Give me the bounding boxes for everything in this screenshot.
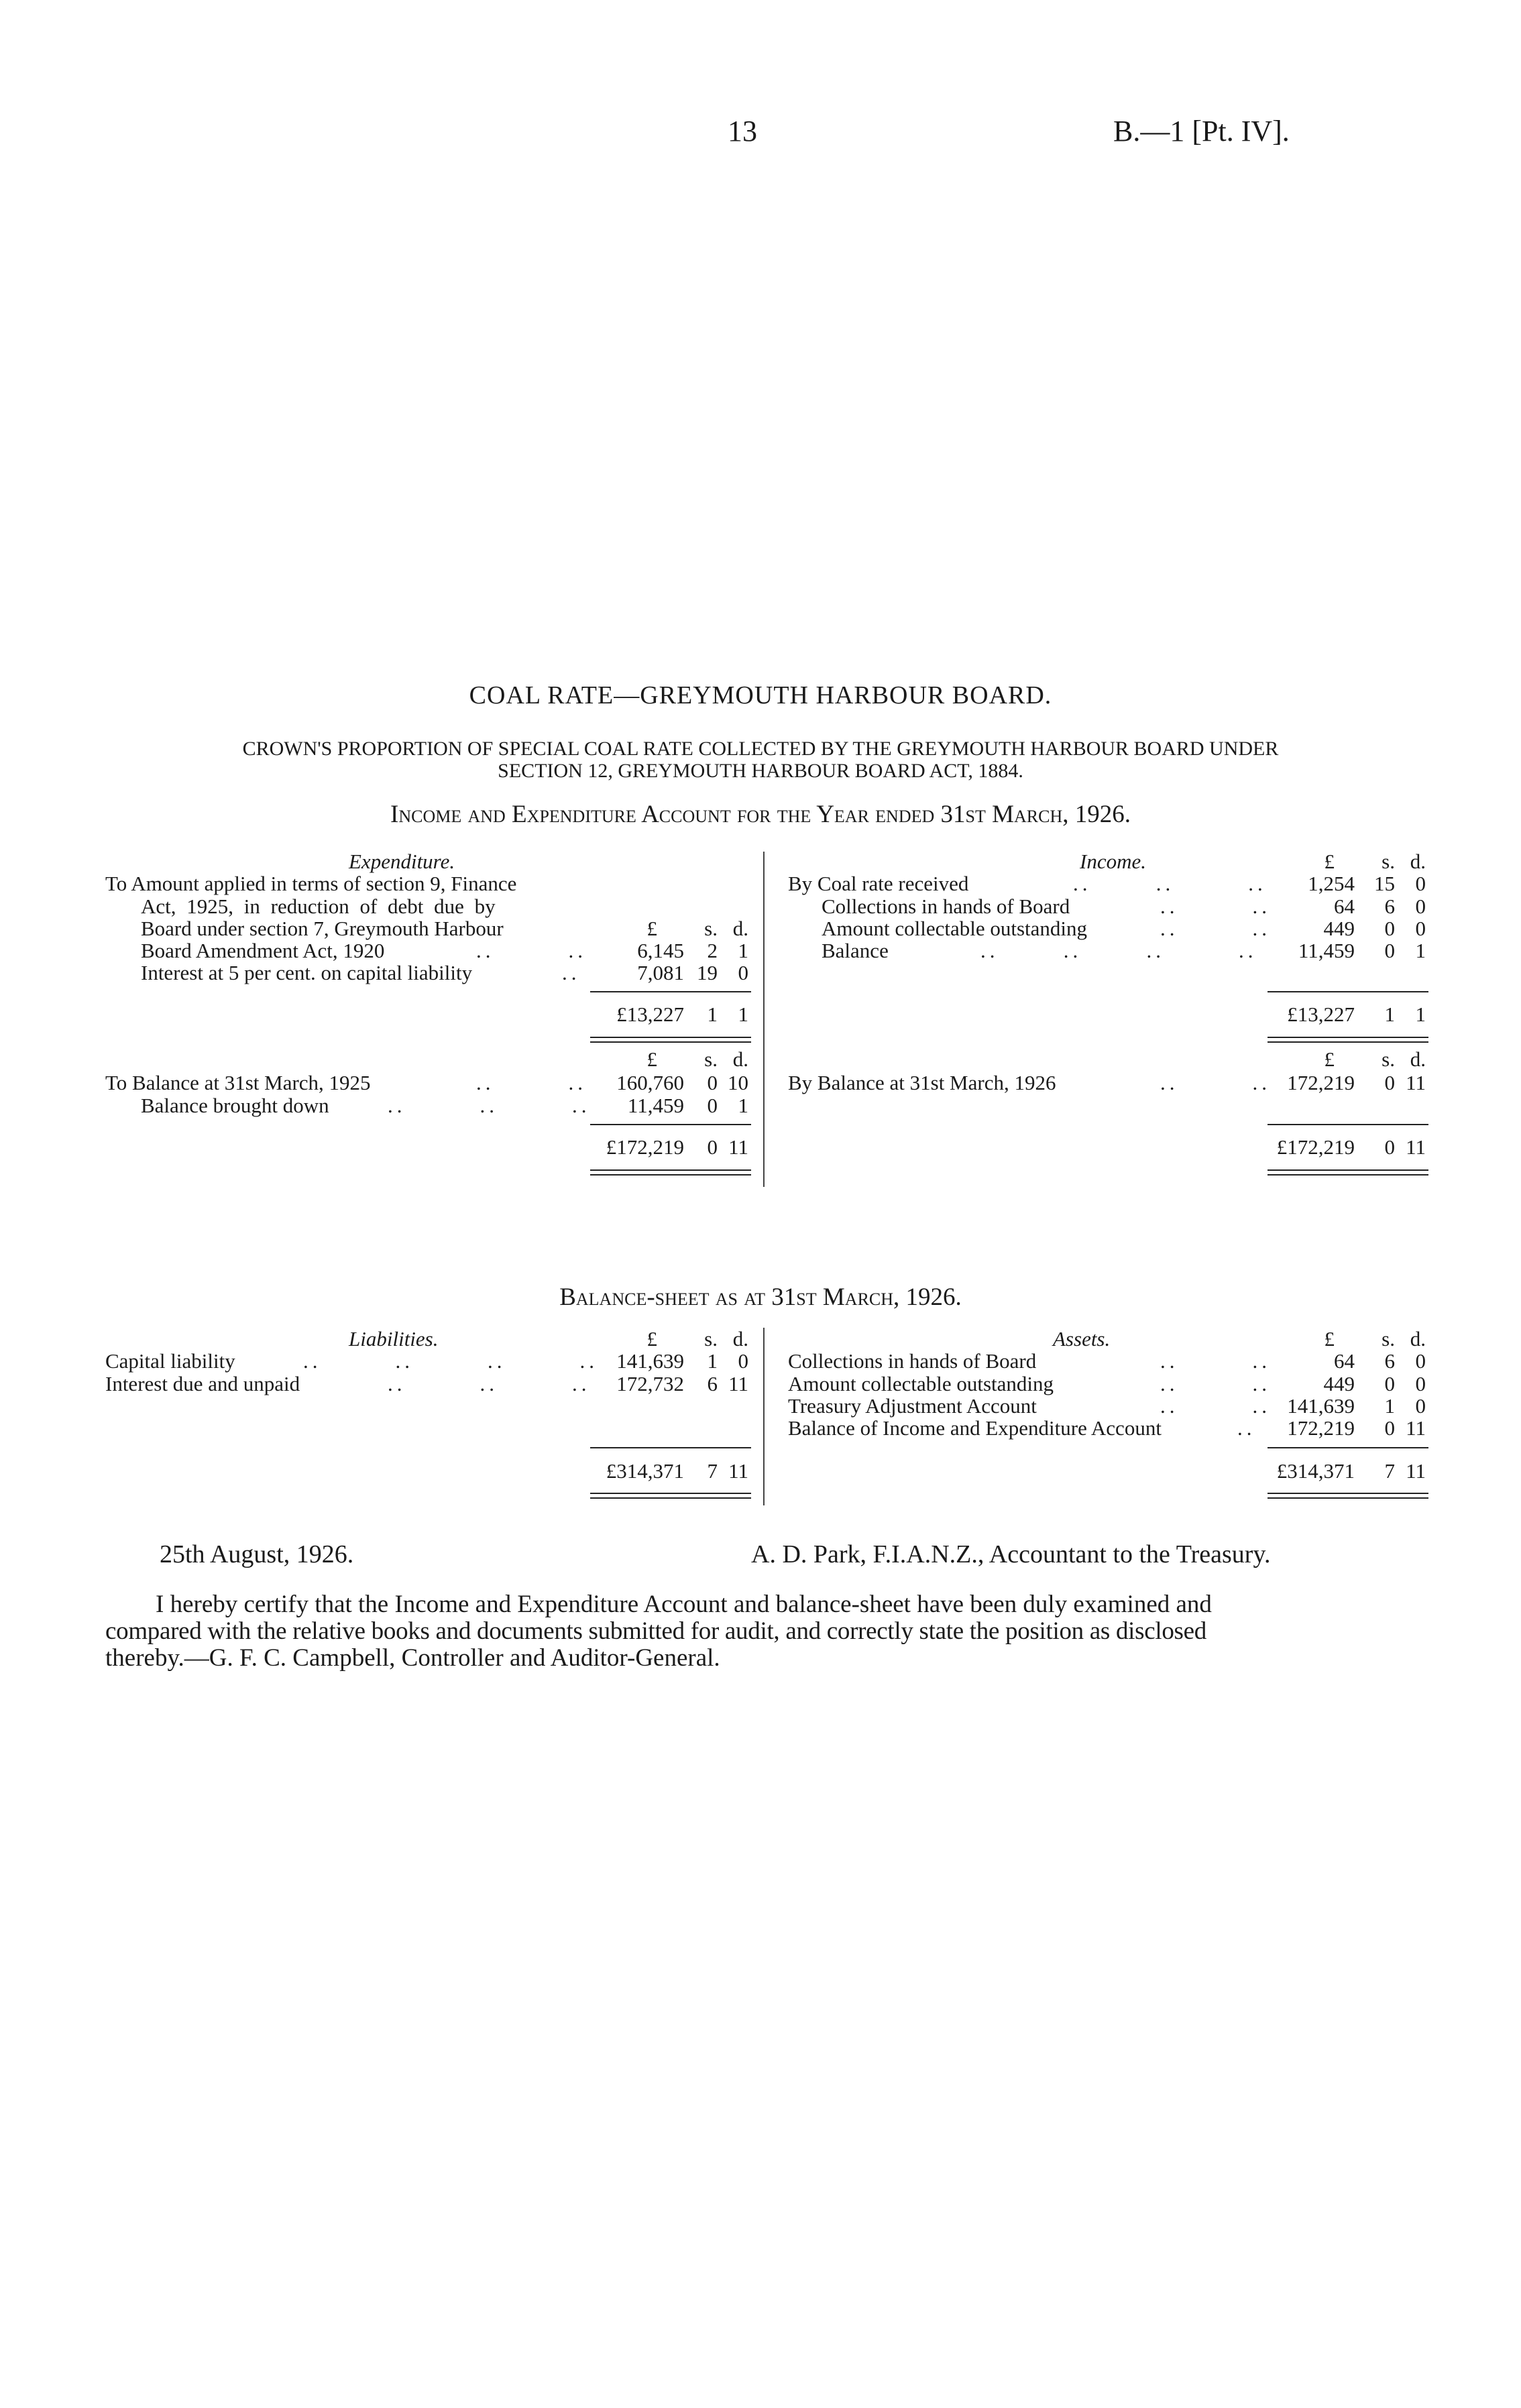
expenditure-line-3: Board under section 7, Greymouth Harbour xyxy=(141,917,504,940)
asset-row-shillings: 1 xyxy=(1384,1394,1395,1418)
income-total-pounds: £13,227 xyxy=(1287,1002,1355,1026)
subtitle-line-2: SECTION 12, GREYMOUTH HARBOUR BOARD ACT, 1884. xyxy=(498,760,1023,782)
balance-left-row-pounds: 160,760 xyxy=(616,1071,684,1094)
income-row-shillings: 0 xyxy=(1384,939,1395,962)
liability-row-shillings: 6 xyxy=(707,1372,718,1395)
income-row-shillings: 15 xyxy=(1374,872,1395,895)
leader-dots: .. .. .. .. xyxy=(980,939,1257,962)
leader-dots: .. .. .. xyxy=(388,1094,591,1117)
leader-dots: .. .. .. .. xyxy=(303,1349,598,1373)
income-row-shillings: 0 xyxy=(1384,917,1395,940)
liabilities-subtotal-rule xyxy=(590,1447,751,1448)
expenditure-line-2: Act, 1925, in reduction of debt due by xyxy=(141,895,496,918)
asset-row-pence: 0 xyxy=(1415,1372,1426,1395)
balance-left-double-rule xyxy=(590,1169,751,1176)
expenditure-line-5 xyxy=(141,962,472,984)
income-row-pounds: 449 xyxy=(1323,917,1355,940)
exp-total-pence: 1 xyxy=(738,1002,748,1026)
page-number: 13 xyxy=(728,115,757,148)
inc-shillings-header: s. xyxy=(1382,850,1395,873)
asset-row-pounds: 64 xyxy=(1334,1349,1355,1373)
income-total-pence: 1 xyxy=(1415,1002,1426,1026)
income-row-pence: 0 xyxy=(1415,895,1426,918)
balance-sheet-center-divider xyxy=(763,1328,765,1505)
exp-total-shillings: 1 xyxy=(707,1002,718,1026)
leader-dots: .. .. xyxy=(1160,1071,1271,1094)
exp-pounds-header: £ xyxy=(646,917,657,940)
asset-row-label: Amount collectable outstanding xyxy=(788,1372,1054,1395)
income-subtotal-rule xyxy=(1268,991,1428,992)
income-row-label: Balance xyxy=(822,939,889,962)
leader-dots: .. .. xyxy=(1160,917,1271,940)
leader-dots: .. xyxy=(562,961,581,984)
inc-pounds-header: £ xyxy=(1324,850,1335,873)
asset-shillings-header: s. xyxy=(1382,1327,1395,1351)
bal-right-pence-header: d. xyxy=(1410,1047,1426,1071)
income-row-label: Amount collectable outstanding xyxy=(822,917,1088,940)
exp-amount-2-shillings: 19 xyxy=(697,961,718,984)
exp-total-pounds: £13,227 xyxy=(616,1002,684,1026)
assets-heading: Assets. xyxy=(1053,1327,1111,1351)
leader-dots: .. .. .. xyxy=(388,1372,591,1395)
liab-pence-header: d. xyxy=(732,1327,748,1351)
balance-left-subtotal-rule xyxy=(590,1124,751,1125)
liability-row-shillings: 1 xyxy=(707,1349,718,1373)
income-row-pounds: 11,459 xyxy=(1298,939,1355,962)
expenditure-line-4 xyxy=(141,939,384,962)
exp-shillings-header: s. xyxy=(704,917,718,940)
bal-left-shillings-header: s. xyxy=(704,1047,718,1071)
leader-dots: .. xyxy=(1237,1416,1256,1440)
income-row-pence: 0 xyxy=(1415,917,1426,940)
income-total-double-rule xyxy=(1268,1037,1428,1043)
balance-right-row-pence: 11 xyxy=(1406,1071,1426,1094)
liab-shillings-header: s. xyxy=(704,1327,718,1351)
expenditure-line-5-text: Interest at 5 per cent. on capital liability xyxy=(141,961,473,984)
exp-amount-1-pence: 1 xyxy=(738,939,748,962)
asset-pence-header: d. xyxy=(1410,1327,1426,1351)
leader-dots: .. .. xyxy=(1160,1372,1271,1395)
balance-right-total-pounds: £172,219 xyxy=(1276,1135,1355,1159)
balance-left-row-pounds: 11,459 xyxy=(627,1094,684,1117)
leader-dots: .. .. xyxy=(1160,1394,1271,1418)
balance-right-total-pence: 11 xyxy=(1406,1135,1426,1159)
income-row-label: By Coal rate received xyxy=(788,872,969,895)
leader-dots: .. .. xyxy=(1160,1349,1271,1373)
account-center-divider xyxy=(763,852,765,1187)
balance-left-total-pence: 11 xyxy=(728,1135,748,1159)
asset-row-pounds: 172,219 xyxy=(1287,1416,1355,1440)
balance-left-row-pence: 10 xyxy=(728,1071,748,1094)
balance-left-row-label: Balance brought down xyxy=(141,1094,329,1117)
exp-amount-1-pounds: 6,145 xyxy=(637,939,684,962)
liabilities-heading: Liabilities. xyxy=(349,1327,439,1351)
balance-right-total-shillings: 0 xyxy=(1384,1135,1395,1159)
income-row-shillings: 6 xyxy=(1384,895,1395,918)
balance-left-total-shillings: 0 xyxy=(707,1135,718,1159)
income-total-shillings: 1 xyxy=(1384,1002,1395,1026)
assets-total-pounds: £314,371 xyxy=(1276,1459,1355,1483)
exp-total-double-rule xyxy=(590,1037,751,1043)
balance-left-row-shillings: 0 xyxy=(707,1071,718,1094)
balance-right-row-shillings: 0 xyxy=(1384,1071,1395,1094)
liability-row-pence: 11 xyxy=(728,1372,748,1395)
account-title: Income and Expenditure Account for the Year ended 31st March, 1926. xyxy=(390,801,1131,828)
exp-amount-2-pence: 0 xyxy=(738,961,748,984)
asset-row-pence: 0 xyxy=(1415,1349,1426,1373)
asset-row-label: Collections in hands of Board xyxy=(788,1349,1037,1373)
balance-right-subtotal-rule xyxy=(1268,1124,1428,1125)
liability-row-pounds: 141,639 xyxy=(616,1349,684,1373)
exp-pence-header: d. xyxy=(732,917,748,940)
liability-row-label: Interest due and unpaid xyxy=(105,1372,300,1395)
asset-row-pounds: 449 xyxy=(1323,1372,1355,1395)
asset-row-shillings: 0 xyxy=(1384,1372,1395,1395)
liabilities-double-rule xyxy=(590,1493,751,1499)
leader-dots: .. .. xyxy=(476,939,587,962)
assets-double-rule xyxy=(1268,1493,1428,1499)
liability-row-pounds: 172,732 xyxy=(616,1372,684,1395)
certification-line-2: compared with the relative books and documents submitted for audit, and correctly state the position as disclosed xyxy=(105,1617,1206,1645)
main-title: COAL RATE—GREYMOUTH HARBOUR BOARD. xyxy=(469,681,1052,709)
liability-row-label: Capital liability xyxy=(105,1349,235,1373)
inc-pence-header: d. xyxy=(1410,850,1426,873)
income-heading: Income. xyxy=(1080,850,1146,873)
asset-row-pence: 0 xyxy=(1415,1394,1426,1418)
signatory: A. D. Park, F.I.A.N.Z., Accountant to the Treasury. xyxy=(751,1540,1271,1568)
asset-row-pence: 11 xyxy=(1406,1416,1426,1440)
liab-pounds-header: £ xyxy=(646,1327,657,1351)
expenditure-line-4-text: Board Amendment Act, 1920 xyxy=(141,939,385,962)
document-reference: B.—1 [Pt. IV]. xyxy=(1113,115,1290,148)
asset-row-label: Treasury Adjustment Account xyxy=(788,1394,1037,1418)
bal-left-pence-header: d. xyxy=(732,1047,748,1071)
leader-dots: .. .. .. xyxy=(1073,872,1267,895)
balance-left-row-label: To Balance at 31st March, 1925 xyxy=(105,1071,371,1094)
balance-right-row-pounds: 172,219 xyxy=(1287,1071,1355,1094)
bal-left-pounds-header: £ xyxy=(646,1047,657,1071)
exp-subtotal-rule xyxy=(590,991,751,992)
exp-amount-2-pounds: 7,081 xyxy=(637,961,684,984)
balance-right-row-label: By Balance at 31st March, 1926 xyxy=(788,1071,1056,1094)
certification-line-1: I hereby certify that the Income and Expenditure Account and balance-sheet have been duly examined and xyxy=(156,1591,1212,1618)
expenditure-heading: Expenditure. xyxy=(349,850,455,873)
asset-pounds-header: £ xyxy=(1324,1327,1335,1351)
liabilities-total-pence: 11 xyxy=(728,1459,748,1483)
exp-amount-1-shillings: 2 xyxy=(707,939,718,962)
bal-right-pounds-header: £ xyxy=(1324,1047,1335,1071)
expenditure-line-1: To Amount applied in terms of section 9, Finance xyxy=(105,872,517,895)
subtitle-line-1: CROWN'S PROPORTION OF SPECIAL COAL RATE COLLECTED BY THE GREYMOUTH HARBOUR BOARD UNDER xyxy=(242,738,1279,760)
assets-total-pence: 11 xyxy=(1406,1459,1426,1483)
signature-date: 25th August, 1926. xyxy=(160,1540,354,1568)
balance-left-row-shillings: 0 xyxy=(707,1094,718,1117)
income-row-pounds: 64 xyxy=(1334,895,1355,918)
asset-row-shillings: 0 xyxy=(1384,1416,1395,1440)
balance-left-row-pence: 1 xyxy=(738,1094,748,1117)
certification-line-3: thereby.—G. F. C. Campbell, Controller and Auditor-General. xyxy=(105,1644,720,1672)
asset-row-pounds: 141,639 xyxy=(1287,1394,1355,1418)
income-row-label: Collections in hands of Board xyxy=(822,895,1070,918)
asset-row-shillings: 6 xyxy=(1384,1349,1395,1373)
income-row-pence: 0 xyxy=(1415,872,1426,895)
asset-row-label: Balance of Income and Expenditure Account xyxy=(788,1416,1162,1440)
balance-sheet-title: Balance-sheet as at 31st March, 1926. xyxy=(559,1283,962,1311)
balance-left-total-pounds: £172,219 xyxy=(606,1135,684,1159)
assets-total-shillings: 7 xyxy=(1384,1459,1395,1483)
liabilities-total-pounds: £314,371 xyxy=(606,1459,684,1483)
bal-right-shillings-header: s. xyxy=(1382,1047,1395,1071)
liability-row-pence: 0 xyxy=(738,1349,748,1373)
income-row-pounds: 1,254 xyxy=(1308,872,1355,895)
income-row-pence: 1 xyxy=(1415,939,1426,962)
assets-subtotal-rule xyxy=(1268,1447,1428,1448)
balance-right-double-rule xyxy=(1268,1169,1428,1176)
liabilities-total-shillings: 7 xyxy=(707,1459,718,1483)
leader-dots: .. .. xyxy=(1160,895,1271,918)
leader-dots: .. .. xyxy=(476,1071,587,1094)
